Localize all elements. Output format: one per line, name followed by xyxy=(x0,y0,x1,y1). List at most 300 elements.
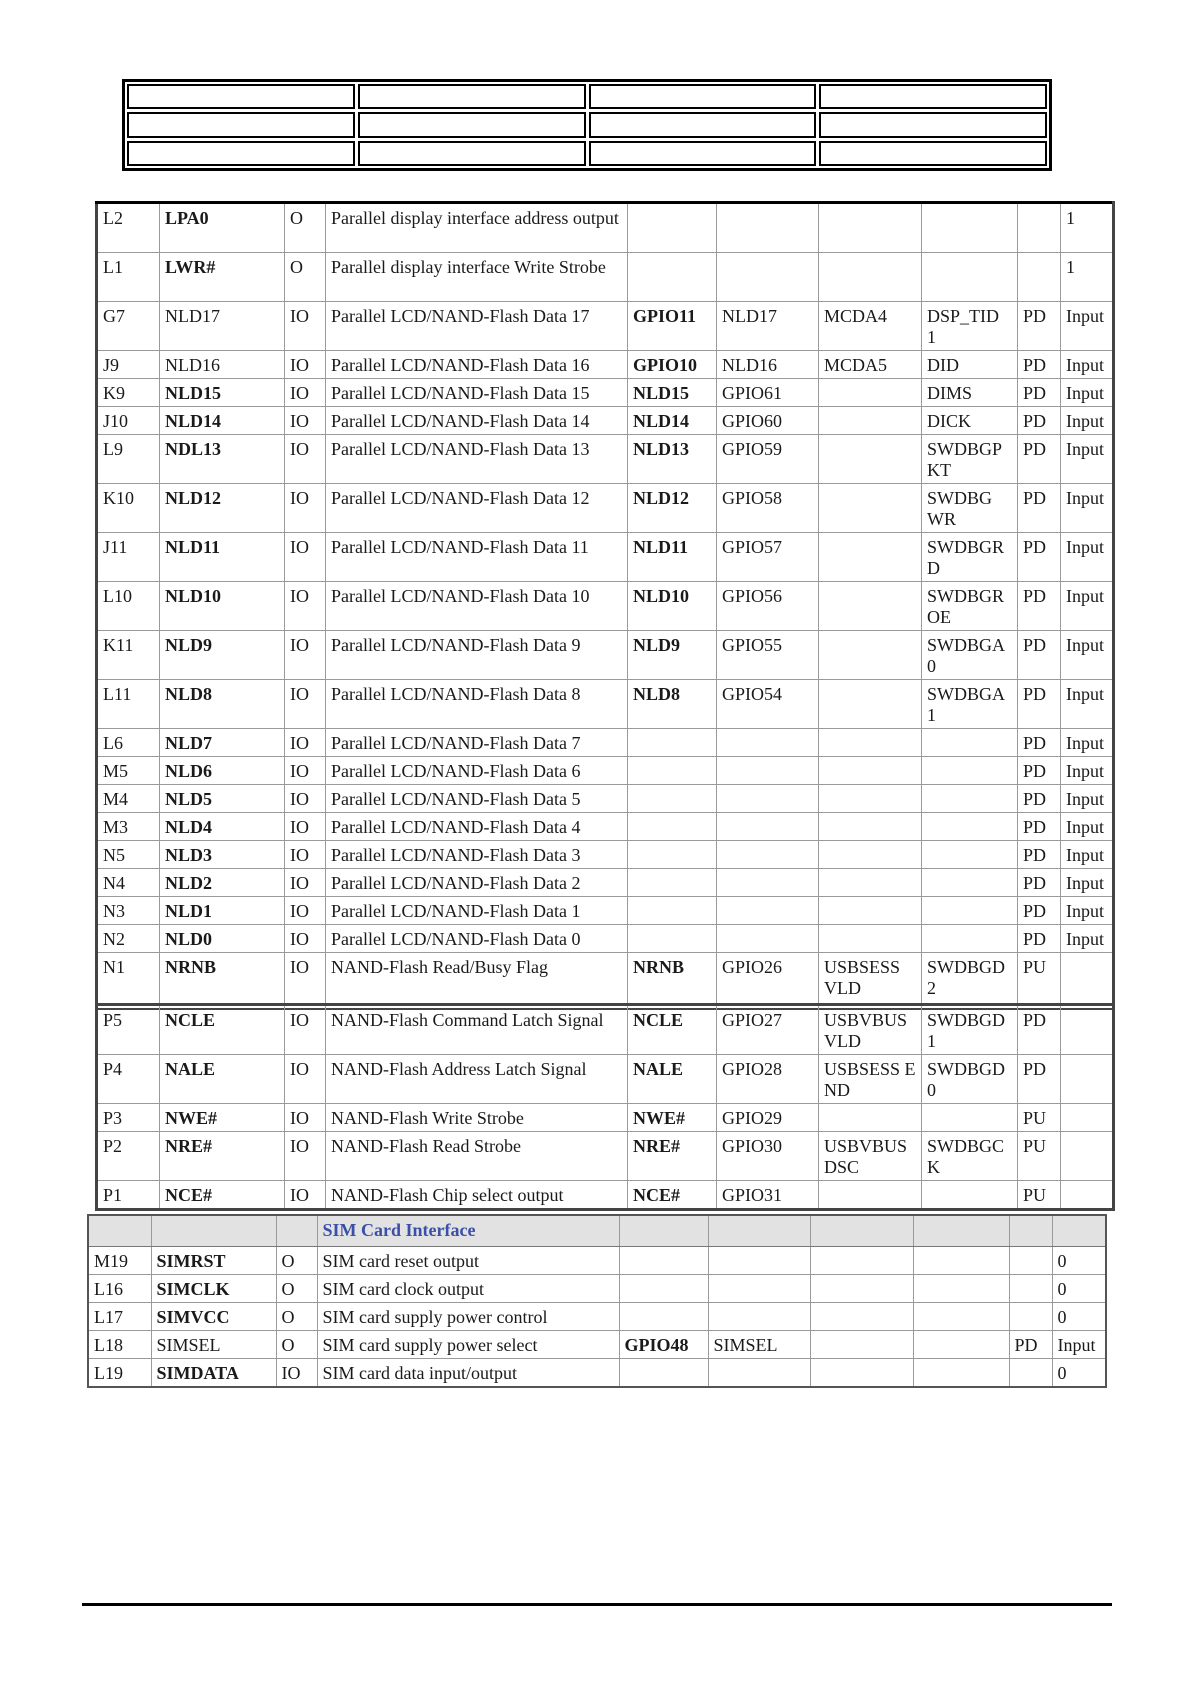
table-row xyxy=(97,582,1114,631)
section-header-cell xyxy=(88,1215,151,1247)
ball-cell: N2 xyxy=(97,925,160,953)
pin-name-cell: NLD7 xyxy=(160,729,285,757)
description-cell: NAND-Flash Address Latch Signal xyxy=(326,1055,628,1104)
pin-name-cell: NLD17 xyxy=(160,302,285,351)
description-cell: SIM card data input/output xyxy=(317,1359,619,1388)
ball-cell: N3 xyxy=(97,897,160,925)
mode3-cell xyxy=(913,1331,1009,1359)
table-row xyxy=(97,757,1114,785)
pin-name-cell: NDL13 xyxy=(160,435,285,484)
mode0-cell xyxy=(628,785,717,813)
pin-name-cell: NCE# xyxy=(160,1181,285,1210)
ball-cell: N4 xyxy=(97,869,160,897)
table-row xyxy=(88,1303,1106,1331)
mode1-cell xyxy=(708,1303,810,1331)
mode2-cell: MCDA5 xyxy=(819,351,922,379)
mode3-cell: SWDBGR D xyxy=(922,533,1018,582)
mode3-cell: DIMS xyxy=(922,379,1018,407)
mode3-cell xyxy=(922,813,1018,841)
pull-cell xyxy=(1009,1247,1052,1275)
mode2-cell xyxy=(819,379,922,407)
table-row xyxy=(97,484,1114,533)
default-cell: Input xyxy=(1061,680,1114,729)
description-cell: NAND-Flash Read/Busy Flag xyxy=(326,953,628,1010)
direction-cell: IO xyxy=(285,897,326,925)
mode2-cell xyxy=(819,680,922,729)
ball-cell: L18 xyxy=(88,1331,151,1359)
default-cell: Input xyxy=(1052,1331,1106,1359)
mode0-cell xyxy=(628,925,717,953)
mode2-cell xyxy=(819,435,922,484)
table-row xyxy=(97,1055,1114,1104)
mode3-cell xyxy=(922,1181,1018,1210)
direction-cell: O xyxy=(276,1331,317,1359)
mode3-cell xyxy=(913,1303,1009,1331)
description-cell: Parallel LCD/NAND-Flash Data 15 xyxy=(326,379,628,407)
mode1-cell xyxy=(717,841,819,869)
mode0-cell: NLD12 xyxy=(628,484,717,533)
direction-cell: IO xyxy=(285,351,326,379)
mode1-cell: GPIO60 xyxy=(717,407,819,435)
mode1-cell: GPIO55 xyxy=(717,631,819,680)
mode3-cell: SWDBGC K xyxy=(922,1132,1018,1181)
mode0-cell: NLD13 xyxy=(628,435,717,484)
description-cell: SIM card clock output xyxy=(317,1275,619,1303)
direction-cell: IO xyxy=(285,869,326,897)
description-cell: NAND-Flash Read Strobe xyxy=(326,1132,628,1181)
mode1-cell xyxy=(717,253,819,302)
default-cell: 0 xyxy=(1052,1275,1106,1303)
mode1-cell xyxy=(717,203,819,253)
mode0-cell: NLD9 xyxy=(628,631,717,680)
default-cell: 1 xyxy=(1061,253,1114,302)
description-cell: NAND-Flash Write Strobe xyxy=(326,1104,628,1132)
mode2-cell xyxy=(819,785,922,813)
mode2-cell xyxy=(819,484,922,533)
default-cell: Input xyxy=(1061,813,1114,841)
ball-cell: L1 xyxy=(97,253,160,302)
mode1-cell xyxy=(717,813,819,841)
pin-name-cell: NLD2 xyxy=(160,869,285,897)
mode0-cell: NALE xyxy=(628,1055,717,1104)
mode1-cell: GPIO54 xyxy=(717,680,819,729)
table-row xyxy=(97,253,1114,302)
ball-cell: J9 xyxy=(97,351,160,379)
mode3-cell xyxy=(922,841,1018,869)
description-cell: Parallel LCD/NAND-Flash Data 12 xyxy=(326,484,628,533)
mode2-cell xyxy=(810,1331,913,1359)
pin-name-cell: NLD6 xyxy=(160,757,285,785)
description-cell: Parallel LCD/NAND-Flash Data 9 xyxy=(326,631,628,680)
pull-cell: PD xyxy=(1018,869,1061,897)
direction-cell: IO xyxy=(285,435,326,484)
table-row xyxy=(97,729,1114,757)
description-cell: Parallel LCD/NAND-Flash Data 7 xyxy=(326,729,628,757)
mode1-cell xyxy=(708,1247,810,1275)
table-row xyxy=(97,351,1114,379)
pull-cell: PD xyxy=(1018,925,1061,953)
mode2-cell xyxy=(819,729,922,757)
mode2-cell xyxy=(819,631,922,680)
ball-cell: L6 xyxy=(97,729,160,757)
mode3-cell xyxy=(922,253,1018,302)
mode3-cell xyxy=(913,1275,1009,1303)
ball-cell: N5 xyxy=(97,841,160,869)
default-cell: Input xyxy=(1061,869,1114,897)
mode1-cell: GPIO59 xyxy=(717,435,819,484)
ball-cell: M3 xyxy=(97,813,160,841)
ball-cell: G7 xyxy=(97,302,160,351)
pull-cell: PD xyxy=(1018,407,1061,435)
pull-cell xyxy=(1009,1303,1052,1331)
mode3-cell: DSP_TID 1 xyxy=(922,302,1018,351)
pin-name-cell: NRNB xyxy=(160,953,285,1010)
description-cell: NAND-Flash Chip select output xyxy=(326,1181,628,1210)
default-cell: Input xyxy=(1061,841,1114,869)
mode2-cell xyxy=(819,897,922,925)
direction-cell: IO xyxy=(285,1005,326,1055)
table-row xyxy=(97,435,1114,484)
pull-cell: PD xyxy=(1018,813,1061,841)
description-cell: Parallel LCD/NAND-Flash Data 0 xyxy=(326,925,628,953)
direction-cell: IO xyxy=(285,1055,326,1104)
mode1-cell: GPIO27 xyxy=(717,1005,819,1055)
table-row xyxy=(97,203,1114,253)
mode3-cell: SWDBGD 0 xyxy=(922,1055,1018,1104)
pull-cell: PD xyxy=(1018,680,1061,729)
mode1-cell xyxy=(708,1359,810,1388)
table-row xyxy=(88,1359,1106,1388)
mode2-cell xyxy=(810,1275,913,1303)
direction-cell: IO xyxy=(276,1359,317,1388)
section-header-cell xyxy=(913,1215,1009,1247)
header-cell xyxy=(819,141,1047,166)
mode3-cell xyxy=(922,897,1018,925)
mode2-cell xyxy=(819,841,922,869)
mode2-cell: USBVBUS VLD xyxy=(819,1005,922,1055)
header-cell xyxy=(589,112,817,137)
default-cell xyxy=(1061,1005,1114,1055)
default-cell: Input xyxy=(1061,897,1114,925)
mode0-cell: NLD8 xyxy=(628,680,717,729)
table-row xyxy=(97,925,1114,953)
section-header-cell xyxy=(708,1215,810,1247)
ball-cell: K10 xyxy=(97,484,160,533)
description-cell: Parallel LCD/NAND-Flash Data 2 xyxy=(326,869,628,897)
default-cell: Input xyxy=(1061,533,1114,582)
default-cell: Input xyxy=(1061,484,1114,533)
direction-cell: O xyxy=(285,253,326,302)
mode0-cell xyxy=(628,813,717,841)
ball-cell: K11 xyxy=(97,631,160,680)
table-row xyxy=(97,1104,1114,1132)
default-cell: 1 xyxy=(1061,203,1114,253)
direction-cell: IO xyxy=(285,484,326,533)
mode1-cell xyxy=(717,925,819,953)
table-row xyxy=(97,302,1114,351)
direction-cell: O xyxy=(276,1247,317,1275)
description-cell: Parallel LCD/NAND-Flash Data 8 xyxy=(326,680,628,729)
pin-name-cell: LPA0 xyxy=(160,203,285,253)
section-header-row xyxy=(88,1215,1106,1247)
mode3-cell: SWDBGA 0 xyxy=(922,631,1018,680)
section-header-cell xyxy=(151,1215,276,1247)
empty-header-table xyxy=(122,79,1052,171)
header-cell xyxy=(127,112,355,137)
description-cell: Parallel LCD/NAND-Flash Data 6 xyxy=(326,757,628,785)
pull-cell: PD xyxy=(1018,785,1061,813)
pin-name-cell: NLD11 xyxy=(160,533,285,582)
default-cell: Input xyxy=(1061,302,1114,351)
ball-cell: J11 xyxy=(97,533,160,582)
pin-name-cell: NLD10 xyxy=(160,582,285,631)
description-cell: SIM card reset output xyxy=(317,1247,619,1275)
mode3-cell: SWDBGA 1 xyxy=(922,680,1018,729)
pull-cell: PD xyxy=(1018,1055,1061,1104)
direction-cell: IO xyxy=(285,1132,326,1181)
mode0-cell xyxy=(619,1247,708,1275)
pin-name-cell: NLD15 xyxy=(160,379,285,407)
header-cell xyxy=(819,112,1047,137)
ball-cell: L11 xyxy=(97,680,160,729)
default-cell xyxy=(1061,1104,1114,1132)
mode3-cell xyxy=(922,203,1018,253)
pin-name-cell: NCLE xyxy=(160,1005,285,1055)
ball-cell: L9 xyxy=(97,435,160,484)
mode0-cell: NRE# xyxy=(628,1132,717,1181)
header-cell xyxy=(589,84,817,109)
pin-name-cell: NLD4 xyxy=(160,813,285,841)
default-cell xyxy=(1061,1055,1114,1104)
direction-cell: O xyxy=(276,1275,317,1303)
description-cell: Parallel display interface address output xyxy=(326,203,628,253)
description-cell: Parallel display interface Write Strobe xyxy=(326,253,628,302)
direction-cell: O xyxy=(276,1303,317,1331)
pull-cell: PD xyxy=(1018,533,1061,582)
mode0-cell xyxy=(619,1359,708,1388)
mode0-cell: GPIO10 xyxy=(628,351,717,379)
mode2-cell xyxy=(819,1104,922,1132)
mode0-cell: NCE# xyxy=(628,1181,717,1210)
mode1-cell xyxy=(717,785,819,813)
default-cell: Input xyxy=(1061,379,1114,407)
direction-cell: IO xyxy=(285,841,326,869)
pin-name-cell: NLD8 xyxy=(160,680,285,729)
default-cell: 0 xyxy=(1052,1247,1106,1275)
description-cell: Parallel LCD/NAND-Flash Data 5 xyxy=(326,785,628,813)
pull-cell: PU xyxy=(1018,1132,1061,1181)
pin-name-cell: SIMSEL xyxy=(151,1331,276,1359)
description-cell: NAND-Flash Command Latch Signal xyxy=(326,1005,628,1055)
direction-cell: IO xyxy=(285,631,326,680)
direction-cell: IO xyxy=(285,582,326,631)
pull-cell: PU xyxy=(1018,1104,1061,1132)
default-cell xyxy=(1061,953,1114,1010)
mode0-cell xyxy=(619,1275,708,1303)
table-row xyxy=(97,407,1114,435)
pull-cell: PD xyxy=(1018,841,1061,869)
pull-cell: PD xyxy=(1018,351,1061,379)
table-row xyxy=(97,1005,1114,1055)
section-header-cell xyxy=(810,1215,913,1247)
pull-cell: PD xyxy=(1018,484,1061,533)
ball-cell: M5 xyxy=(97,757,160,785)
mode0-cell: NLD15 xyxy=(628,379,717,407)
mode2-cell xyxy=(819,869,922,897)
mode2-cell xyxy=(810,1247,913,1275)
direction-cell: IO xyxy=(285,953,326,1010)
pin-name-cell: NLD3 xyxy=(160,841,285,869)
table-row xyxy=(97,841,1114,869)
pin-name-cell: NLD1 xyxy=(160,897,285,925)
mode0-cell xyxy=(628,869,717,897)
mode1-cell xyxy=(717,869,819,897)
mode1-cell: GPIO56 xyxy=(717,582,819,631)
header-cell xyxy=(358,141,586,166)
description-cell: SIM card supply power select xyxy=(317,1331,619,1359)
header-cell xyxy=(589,141,817,166)
pin-name-cell: NALE xyxy=(160,1055,285,1104)
table-row xyxy=(97,680,1114,729)
mode1-cell: GPIO61 xyxy=(717,379,819,407)
default-cell: Input xyxy=(1061,582,1114,631)
mode2-cell xyxy=(819,757,922,785)
mode3-cell xyxy=(922,1104,1018,1132)
direction-cell: IO xyxy=(285,407,326,435)
pin-name-cell: NLD9 xyxy=(160,631,285,680)
ball-cell: P5 xyxy=(97,1005,160,1055)
table-row xyxy=(97,631,1114,680)
direction-cell: IO xyxy=(285,757,326,785)
ball-cell: J10 xyxy=(97,407,160,435)
mode0-cell: GPIO11 xyxy=(628,302,717,351)
table-row xyxy=(97,1181,1114,1210)
mode1-cell: GPIO57 xyxy=(717,533,819,582)
ball-cell: L17 xyxy=(88,1303,151,1331)
mode1-cell: SIMSEL xyxy=(708,1331,810,1359)
direction-cell: IO xyxy=(285,1181,326,1210)
description-cell: Parallel LCD/NAND-Flash Data 10 xyxy=(326,582,628,631)
ball-cell: M19 xyxy=(88,1247,151,1275)
description-cell: Parallel LCD/NAND-Flash Data 11 xyxy=(326,533,628,582)
sim-card-interface-table xyxy=(87,1214,1107,1388)
section-header-cell xyxy=(619,1215,708,1247)
pin-name-cell: NLD12 xyxy=(160,484,285,533)
ball-cell: N1 xyxy=(97,953,160,1010)
pin-name-cell: NLD16 xyxy=(160,351,285,379)
pull-cell: PU xyxy=(1018,953,1061,1010)
ball-cell: P3 xyxy=(97,1104,160,1132)
description-cell: Parallel LCD/NAND-Flash Data 4 xyxy=(326,813,628,841)
table-row xyxy=(88,1275,1106,1303)
mode1-cell xyxy=(717,897,819,925)
pin-name-cell: NRE# xyxy=(160,1132,285,1181)
mode0-cell xyxy=(628,897,717,925)
direction-cell: IO xyxy=(285,729,326,757)
description-cell: Parallel LCD/NAND-Flash Data 13 xyxy=(326,435,628,484)
section-header-cell xyxy=(1052,1215,1106,1247)
mode1-cell: GPIO26 xyxy=(717,953,819,1010)
pull-cell: PD xyxy=(1018,435,1061,484)
pin-table-lcd-nand xyxy=(95,201,1115,1010)
default-cell: Input xyxy=(1061,785,1114,813)
ball-cell: P1 xyxy=(97,1181,160,1210)
mode3-cell xyxy=(922,869,1018,897)
pull-cell: PD xyxy=(1009,1331,1052,1359)
pin-table-nand-control xyxy=(95,1003,1115,1211)
direction-cell: IO xyxy=(285,302,326,351)
default-cell xyxy=(1061,1132,1114,1181)
mode2-cell xyxy=(810,1359,913,1388)
mode2-cell: USBSESS END xyxy=(819,1055,922,1104)
header-cell xyxy=(358,84,586,109)
pull-cell: PD xyxy=(1018,729,1061,757)
mode3-cell xyxy=(913,1247,1009,1275)
ball-cell: L16 xyxy=(88,1275,151,1303)
description-cell: SIM card supply power control xyxy=(317,1303,619,1331)
mode2-cell xyxy=(819,203,922,253)
mode0-cell xyxy=(628,203,717,253)
mode0-cell xyxy=(619,1303,708,1331)
default-cell: Input xyxy=(1061,631,1114,680)
mode0-cell: NLD14 xyxy=(628,407,717,435)
mode1-cell: GPIO58 xyxy=(717,484,819,533)
mode0-cell xyxy=(628,253,717,302)
mode1-cell xyxy=(717,757,819,785)
pin-name-cell: LWR# xyxy=(160,253,285,302)
mode2-cell xyxy=(810,1303,913,1331)
pull-cell: PD xyxy=(1018,897,1061,925)
direction-cell: IO xyxy=(285,379,326,407)
pin-name-cell: NLD14 xyxy=(160,407,285,435)
mode0-cell: NWE# xyxy=(628,1104,717,1132)
mode1-cell xyxy=(708,1275,810,1303)
mode2-cell xyxy=(819,925,922,953)
section-header-cell xyxy=(1009,1215,1052,1247)
default-cell: 0 xyxy=(1052,1303,1106,1331)
mode2-cell: USBSESS VLD xyxy=(819,953,922,1010)
direction-cell: O xyxy=(285,203,326,253)
pull-cell xyxy=(1009,1359,1052,1388)
default-cell: 0 xyxy=(1052,1359,1106,1388)
mode0-cell: GPIO48 xyxy=(619,1331,708,1359)
default-cell: Input xyxy=(1061,925,1114,953)
mode0-cell: NLD11 xyxy=(628,533,717,582)
mode1-cell xyxy=(717,729,819,757)
default-cell: Input xyxy=(1061,435,1114,484)
default-cell: Input xyxy=(1061,729,1114,757)
mode2-cell xyxy=(819,407,922,435)
mode3-cell xyxy=(922,925,1018,953)
table-row xyxy=(97,379,1114,407)
pin-name-cell: NWE# xyxy=(160,1104,285,1132)
mode0-cell: NLD10 xyxy=(628,582,717,631)
pull-cell: PU xyxy=(1018,1181,1061,1210)
mode1-cell: NLD16 xyxy=(717,351,819,379)
direction-cell: IO xyxy=(285,1104,326,1132)
mode3-cell: SWDBG WR xyxy=(922,484,1018,533)
pull-cell: PD xyxy=(1018,582,1061,631)
description-cell: Parallel LCD/NAND-Flash Data 17 xyxy=(326,302,628,351)
direction-cell: IO xyxy=(285,533,326,582)
direction-cell: IO xyxy=(285,680,326,729)
description-cell: Parallel LCD/NAND-Flash Data 1 xyxy=(326,897,628,925)
table-row xyxy=(97,953,1114,1010)
pull-cell: PD xyxy=(1018,1005,1061,1055)
direction-cell: IO xyxy=(285,925,326,953)
pin-name-cell: NLD5 xyxy=(160,785,285,813)
direction-cell: IO xyxy=(285,813,326,841)
